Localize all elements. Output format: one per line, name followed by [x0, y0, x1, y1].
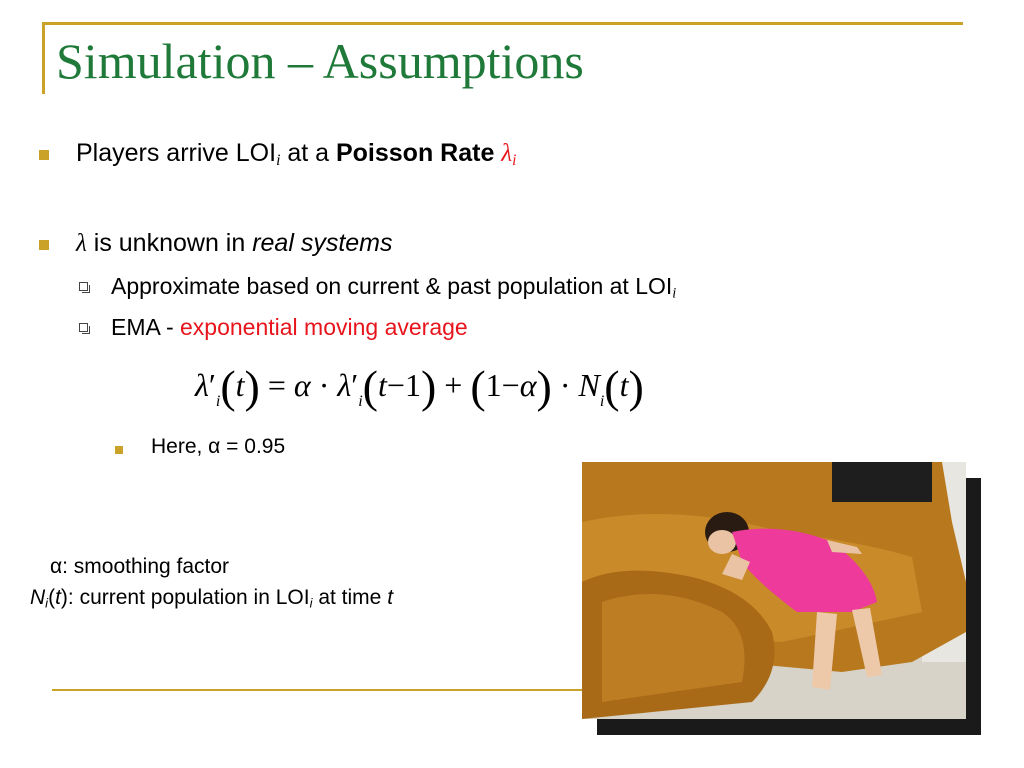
formula-sub-i: i	[358, 393, 363, 410]
formula-alpha: α	[293, 367, 311, 403]
dark-cushion	[832, 462, 932, 502]
formula-n: N	[578, 367, 600, 403]
formula-t: t	[378, 367, 387, 403]
formula-lambda: λ	[195, 367, 209, 403]
formula-paren: )	[536, 361, 552, 412]
bullet-arrival-rate	[76, 139, 516, 170]
note-paren: (	[48, 586, 56, 609]
note-text: at time	[312, 586, 388, 609]
note-smoothing-factor: α: smoothing factor	[50, 555, 230, 578]
formula-paren: )	[420, 361, 437, 412]
top-rule	[45, 22, 963, 25]
italic-text: real systems	[252, 229, 393, 257]
formula-paren: (	[470, 361, 486, 412]
alpha-value: Here, α = 0.95	[151, 435, 286, 458]
formula-t: t	[619, 367, 629, 403]
bullet-marker	[39, 150, 49, 160]
left-rule	[42, 22, 45, 94]
slide-title: Simulation – Assumptions	[56, 33, 584, 89]
bullet-marker	[115, 446, 123, 454]
photo-child-on-sofa	[582, 462, 966, 719]
bold-text: Poisson Rate	[335, 139, 495, 167]
note-t: t	[55, 586, 61, 609]
sofa-photo-illustration	[582, 462, 966, 719]
subscript: i	[276, 151, 281, 169]
subscript: i	[512, 151, 517, 169]
formula-dot: ·	[559, 367, 571, 403]
bullet-text: at a	[280, 139, 336, 167]
formula-prime: ′	[351, 367, 359, 403]
note-n: N	[30, 586, 46, 609]
formula-paren: )	[244, 361, 260, 412]
child-face	[708, 530, 736, 554]
sub-bullet-marker	[79, 282, 88, 291]
note-text: : current population in LOI	[67, 586, 310, 609]
formula-paren: (	[362, 361, 378, 412]
sub-bullet-marker	[79, 323, 88, 332]
ema-definition: exponential moving average	[180, 314, 468, 340]
formula-paren: )	[628, 361, 644, 412]
sub-bullet-text: Approximate based on current & past population at LOI	[111, 273, 673, 299]
ema-formula	[195, 361, 644, 412]
formula-sub-i: i	[599, 393, 605, 410]
note-t: t	[387, 586, 394, 609]
formula-alpha: α	[519, 367, 537, 403]
formula-plus: +	[444, 367, 463, 403]
bullet-marker	[39, 240, 49, 250]
formula-equals: =	[267, 367, 286, 403]
lambda-symbol: λ	[501, 140, 513, 167]
bullet-unknown-lambda	[76, 229, 393, 258]
subscript: i	[309, 595, 313, 611]
formula-minus-one: −1	[386, 367, 421, 403]
formula-sub-i: i	[215, 393, 221, 410]
bullet-text: Players arrive LOI	[76, 139, 277, 167]
formula-one: 1	[485, 367, 502, 403]
sub-bullet-approximate	[111, 273, 676, 303]
bullet-text: is unknown in	[86, 229, 253, 257]
subscript: i	[672, 285, 677, 302]
formula-minus: −	[501, 367, 520, 403]
formula-lambda: λ	[337, 367, 352, 403]
note-paren: )	[60, 586, 68, 609]
formula-dot: ·	[318, 367, 330, 403]
formula-prime: ′	[208, 367, 216, 403]
bottom-rule	[52, 689, 582, 691]
subscript: i	[45, 595, 49, 611]
formula-t: t	[235, 367, 245, 403]
sub-bullet-text: EMA -	[111, 314, 181, 340]
sub-bullet-ema	[111, 314, 468, 341]
formula-paren: (	[604, 361, 620, 412]
formula-paren: (	[220, 361, 236, 412]
lambda-symbol: λ	[76, 230, 87, 257]
note-population	[30, 586, 393, 610]
